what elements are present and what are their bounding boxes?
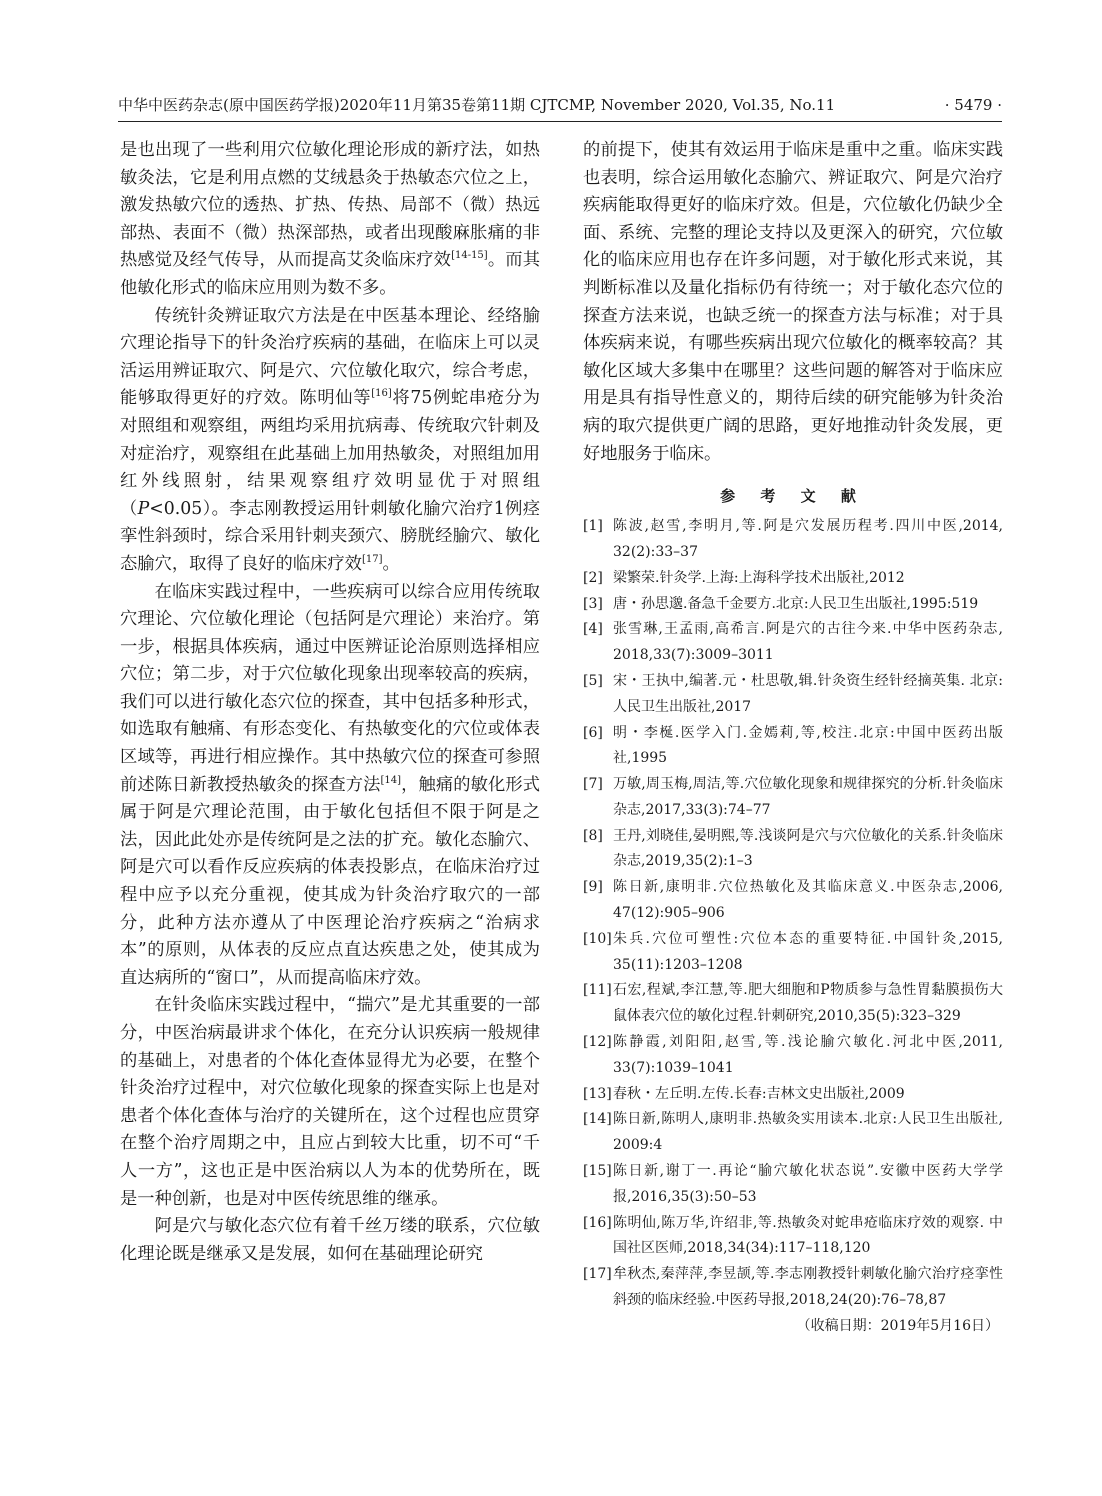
reference-number: [15] bbox=[583, 1163, 612, 1180]
reference-item bbox=[583, 566, 1003, 592]
reference-item bbox=[583, 824, 1003, 876]
reference-item bbox=[583, 617, 1003, 669]
references-heading: 参 考 文 献 bbox=[720, 487, 866, 506]
reference-item bbox=[583, 978, 1003, 1030]
reference-text: 石宏,程斌,李江慧,等.肥大细胞和P物质参与急性胃黏膜损伤大鼠体表穴位的敏化过程.针刺研究,2010,35(5):323–329 bbox=[613, 982, 1003, 1025]
reference-item bbox=[583, 721, 1003, 773]
reference-text: 陈波,赵雪,李明月,等.阿是穴发展历程考.四川中医,2014, 32(2):33–37 bbox=[613, 518, 1003, 560]
reference-text: 王丹,刘晓佳,晏明熙,等.浅谈阿是穴与穴位敏化的关系.针灸临床杂志,2019,35(2):1–3 bbox=[613, 827, 1003, 870]
reference-list bbox=[583, 514, 1003, 1314]
reference-text: 梁繁荣.针灸学.上海:上海科学技术出版社,2012 bbox=[613, 569, 905, 586]
reference-item bbox=[583, 1082, 1003, 1108]
reference-number: [16] bbox=[583, 1214, 612, 1231]
reference-number: [9] bbox=[583, 879, 603, 896]
paragraph bbox=[120, 137, 540, 303]
citation: [14] bbox=[380, 774, 402, 786]
page-number: · 5479 · bbox=[944, 96, 1002, 114]
reference-text: 陈明仙,陈万华,许绍非,等.热敏灸对蛇串疮临床疗效的观察. 中国社区医师,2018,34(34):117–118,120 bbox=[613, 1214, 1003, 1257]
reference-item bbox=[583, 1159, 1003, 1211]
paragraph: 在针灸临床实践过程中，“揣穴”是尤其重要的一部分，中医治病最讲求个体化，在充分认识疾病一般规律的基础上，对患者的个体化查体显得尤为必要，在整个针灸治疗过程中，对穴位敏化现象的探查实际上也是对患者个体化查体与治疗的关键所在，这个过程也应贯穿在整个治疗周期之中，且应占到较大比重，切不可“千人一方”，这也正是中医治病以人为本的优势所在，既是一种创新，也是对中医传统思维的继承。 bbox=[120, 995, 540, 1209]
reference-number: [17] bbox=[583, 1266, 612, 1283]
reference-text: 明・李梴.医学入门.金嫣莉,等,校注.北京:中国中医药出版社,1995 bbox=[613, 724, 1003, 767]
reference-number: [13] bbox=[583, 1085, 612, 1102]
reference-text: 陈日新,陈明人,康明非.热敏灸实用读本.北京:人民卫生出版社, 2009:4 bbox=[613, 1111, 1003, 1154]
reference-text: 朱兵.穴位可塑性:穴位本态的重要特征.中国针灸,2015, 35(11):1203–1208 bbox=[613, 930, 1003, 973]
paragraph bbox=[120, 303, 540, 579]
reference-number: [2] bbox=[583, 569, 603, 586]
paragraph-text: 。而其他敏化形式的临床应用则为数不多。 bbox=[120, 250, 540, 298]
reference-item bbox=[583, 772, 1003, 824]
citation: [14-15] bbox=[451, 250, 488, 262]
reference-text: 牟秋杰,秦萍萍,李昱颉,等.李志刚教授针刺敏化腧穴治疗痉挛性斜颈的临床经验.中医药导报,2018,24(20):76–78,87 bbox=[613, 1266, 1003, 1309]
left-column bbox=[120, 137, 540, 1268]
paragraph-text: 。 bbox=[382, 553, 400, 574]
reference-number: [6] bbox=[583, 724, 603, 741]
reference-text: 春秋・左丘明.左传.长春:吉林文史出版社,2009 bbox=[613, 1085, 905, 1102]
p-value-symbol: P bbox=[137, 498, 150, 519]
paragraph-text: <0.05）。李志刚教授运用针刺敏化腧穴治疗1例痉挛性斜颈时，综合采用针刺夹颈穴、膀胱经腧穴、敏化态腧穴，取得了良好的临床疗效 bbox=[120, 498, 540, 574]
citation: [16] bbox=[371, 388, 392, 400]
header-rule bbox=[118, 121, 1002, 122]
reference-number: [3] bbox=[583, 595, 603, 612]
reference-item bbox=[583, 592, 1003, 618]
reference-number: [14] bbox=[583, 1111, 612, 1128]
reference-text: 陈日新,谢丁一.再论“腧穴敏化状态说”.安徽中医药大学学报,2016,35(3):50–53 bbox=[613, 1163, 1003, 1205]
paragraph-text: 传统针灸辨证取穴方法是在中医基本理论、经络腧穴理论指导下的针灸治疗疾病的基础，在临床上可以灵活运用辨证取穴、阿是穴、穴位敏化取穴，综合考虑，能够取得更好的疗效。陈明仙等 bbox=[120, 305, 540, 409]
reference-number: [10] bbox=[583, 930, 612, 947]
reference-number: [1] bbox=[583, 518, 603, 535]
running-header bbox=[118, 92, 1002, 118]
reference-number: [4] bbox=[583, 621, 603, 638]
paragraph: 的前提下，使其有效运用于临床是重中之重。临床实践也表明，综合运用敏化态腧穴、辨证取穴、阿是穴治疗疾病能取得更好的临床疗效。但是，穴位敏化仍缺少全面、系统、完整的理论支持以及更深入的研究，穴位敏化的临床应用也存在许多问题，对于敏化形式来说，其判断标准以及量化指标仍有待统一；对于敏化态穴位的探查方法来说，也缺乏统一的探查方法与标准；对于具体疾病来说，有哪些疾病出现穴位敏化的概率较高？其敏化区域大多集中在哪里？这些问题的解答对于临床应用是具有指导性意义的，期待后续的研究能够为针灸治病的取穴提供更广阔的思路，更好地推动针灸发展，更好地服务于临床。 bbox=[583, 140, 1003, 464]
paragraph-text: ，触痛的敏化形式属于阿是穴理论范围，由于敏化包括但不限于阿是之法，因此此处亦是传统阿是之法的扩充。敏化态腧穴、阿是穴可以看作反应疾病的体表投影点，在临床治疗过程中应予以充分重视，使其成为针灸治疗取穴的一部分，此种方法亦遵从了中医理论治疗疾病之“治病求本”的原则，从体表的反应点直达疾患之处，使其成为直达病所的“窗口”，从而提高临床疗效。 bbox=[120, 774, 540, 988]
reference-text: 唐・孙思邈.备急千金要方.北京:人民卫生出版社,1995:519 bbox=[613, 595, 979, 612]
reference-item bbox=[583, 1030, 1003, 1082]
reference-number: [11] bbox=[583, 982, 612, 999]
paragraph-text: 是也出现了一些利用穴位敏化理论形成的新疗法，如热敏灸法，它是利用点燃的艾绒悬灸于热敏态穴位之上，激发热敏穴位的透热、扩热、传热、局部不（微）热远部热、表面不（微）热深部热，或者出现酸麻胀痛的非热感觉及经气传导，从而提高艾灸临床疗效 bbox=[120, 140, 540, 271]
paragraph-text: 将75例蛇串疮分为对照组和观察组，两组均采用抗病毒、传统取穴针刺及对症治疗，观察组在此基础上加用热敏灸，对照组加用红外线照射，结果观察组疗效明显优于对照组（ bbox=[120, 388, 540, 519]
paragraph: 阿是穴与敏化态穴位有着千丝万缕的联系，穴位敏化理论既是继承又是发展，如何在基础理论研究 bbox=[120, 1216, 540, 1264]
reference-item bbox=[583, 1211, 1003, 1263]
reference-item bbox=[583, 927, 1003, 979]
reference-item bbox=[583, 1107, 1003, 1159]
reference-item bbox=[583, 669, 1003, 721]
citation: [17] bbox=[361, 554, 383, 566]
reference-item bbox=[583, 875, 1003, 927]
paragraph bbox=[120, 579, 540, 993]
paragraph-text: 在临床实践过程中，一些疾病可以综合应用传统取穴理论、穴位敏化理论（包括阿是穴理论）来治疗。第一步，根据具体疾病，通过中医辨证论治原则选择相应穴位；第二步，对于穴位敏化现象出现率较高的疾病，我们可以进行敏化态穴位的探查，其中包括多种形式，如选取有触痛、有形态变化、有热敏变化的穴位或体表区域等，再进行相应操作。其中热敏穴位的探查可参照前述陈日新教授热敏灸的探查方法 bbox=[120, 581, 540, 795]
reference-item bbox=[583, 514, 1003, 566]
reference-text: 宋・王执中,编著.元・杜思敬,辑.针灸资生经针经摘英集. 北京:人民卫生出版社,2017 bbox=[613, 672, 1003, 715]
reference-item bbox=[583, 1262, 1003, 1314]
reference-text: 陈静霞,刘阳阳,赵雪,等.浅论腧穴敏化.河北中医,2011, 33(7):1039–1041 bbox=[613, 1034, 1003, 1076]
journal-info: 中华中医药杂志(原中国医药学报)2020年11月第35卷第11期 CJTCMP, November 2020, Vol.35, No.11 bbox=[118, 96, 836, 114]
reference-number: [7] bbox=[583, 776, 603, 793]
reference-number: [5] bbox=[583, 672, 603, 689]
reference-text: 万敏,周玉梅,周洁,等.穴位敏化现象和规律探究的分析.针灸临床杂志,2017,33(3):74–77 bbox=[613, 776, 1003, 818]
right-column bbox=[583, 137, 1003, 1339]
reference-text: 张雪琳,王孟雨,高希言.阿是穴的古往今来.中华中医药杂志, 2018,33(7):3009–3011 bbox=[613, 621, 1003, 664]
reference-number: [8] bbox=[583, 827, 603, 844]
reference-number: [12] bbox=[583, 1034, 612, 1051]
reference-text: 陈日新,康明非.穴位热敏化及其临床意义.中医杂志,2006, 47(12):905–906 bbox=[613, 879, 1003, 922]
received-date: （收稿日期：2019年5月16日） bbox=[796, 1317, 999, 1334]
